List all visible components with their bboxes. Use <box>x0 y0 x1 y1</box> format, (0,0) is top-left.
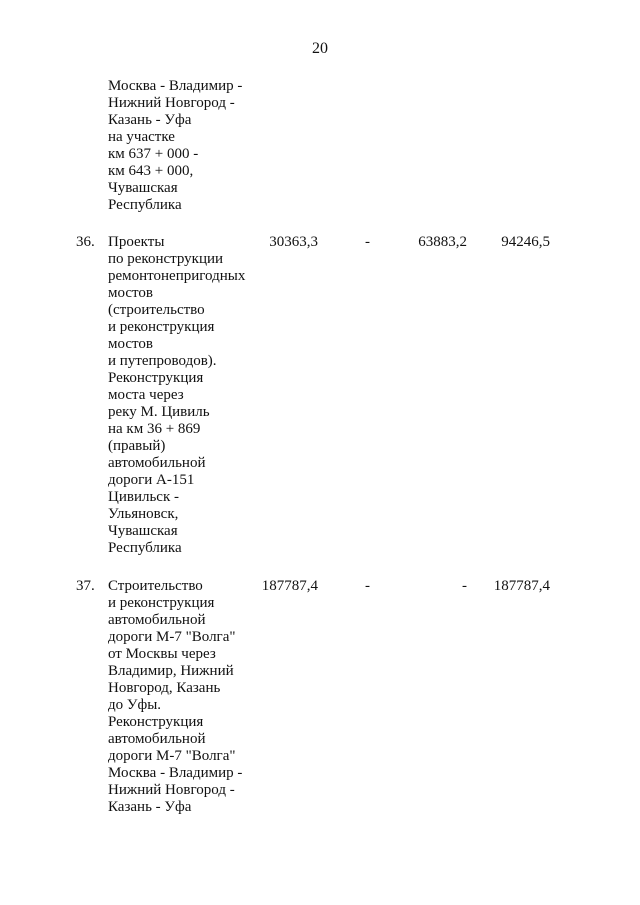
description-line: ремонтонепригодных <box>108 268 246 284</box>
description-line: дороги М-7 "Волга" <box>108 629 236 645</box>
description-line: Москва - Владимир - <box>108 78 243 94</box>
description-line: и путепроводов). <box>108 353 217 369</box>
description-line: автомобильной <box>108 731 206 747</box>
description-line: Казань - Уфа <box>108 112 192 128</box>
description-line: мостов <box>108 336 153 352</box>
description-line: Новгород, Казань <box>108 680 221 696</box>
item-description <box>108 578 258 816</box>
description-line: Реконструкция <box>108 714 204 730</box>
description-line: реку М. Цивиль <box>108 404 210 420</box>
description-line: и реконструкция <box>108 319 215 335</box>
value-col1: 187787,4 <box>261 578 318 594</box>
description-line: от Москвы через <box>108 646 216 662</box>
value-col3: - <box>462 578 467 594</box>
value-col2: - <box>365 578 370 594</box>
description-line: автомобильной <box>108 455 206 471</box>
description-line: мостов <box>108 285 153 301</box>
description-line: км 643 + 000, <box>108 163 194 179</box>
description-line: Москва - Владимир - <box>108 765 243 781</box>
value-col4: 187787,4 <box>493 578 550 594</box>
description-line: моста через <box>108 387 184 403</box>
item-number: 36. <box>76 234 95 250</box>
description-line: автомобильной <box>108 612 206 628</box>
description-line: Чувашская <box>108 180 178 196</box>
description-line: (правый) <box>108 438 166 454</box>
item-description <box>108 234 258 557</box>
description-line: Реконструкция <box>108 370 204 386</box>
description-line: дороги А-151 <box>108 472 195 488</box>
page-number: 20 <box>312 40 328 57</box>
value-col3: 63883,2 <box>418 234 467 250</box>
description-line: до Уфы. <box>108 697 162 713</box>
description-line: по реконструкции <box>108 251 224 267</box>
description-line: Казань - Уфа <box>108 799 192 815</box>
description-line: Ульяновск, <box>108 506 179 522</box>
description-line: Владимир, Нижний <box>108 663 234 679</box>
description-line: и реконструкция <box>108 595 215 611</box>
description-line: на участке <box>108 129 175 145</box>
description-line: Чувашская <box>108 523 178 539</box>
continuation-description <box>108 78 258 214</box>
description-line: дороги М-7 "Волга" <box>108 748 236 764</box>
description-line: на км 36 + 869 <box>108 421 201 437</box>
description-line: Нижний Новгород - <box>108 782 235 798</box>
item-number: 37. <box>76 578 95 594</box>
description-line: км 637 + 000 - <box>108 146 199 162</box>
description-line: Нижний Новгород - <box>108 95 235 111</box>
value-col4: 94246,5 <box>501 234 550 250</box>
description-line: (строительство <box>108 302 205 318</box>
description-line: Проекты <box>108 234 165 250</box>
description-line: Республика <box>108 197 182 213</box>
description-line: Цивильск - <box>108 489 179 505</box>
value-col2: - <box>365 234 370 250</box>
description-line: Строительство <box>108 578 203 594</box>
value-col1: 30363,3 <box>269 234 318 250</box>
description-line: Республика <box>108 540 182 556</box>
